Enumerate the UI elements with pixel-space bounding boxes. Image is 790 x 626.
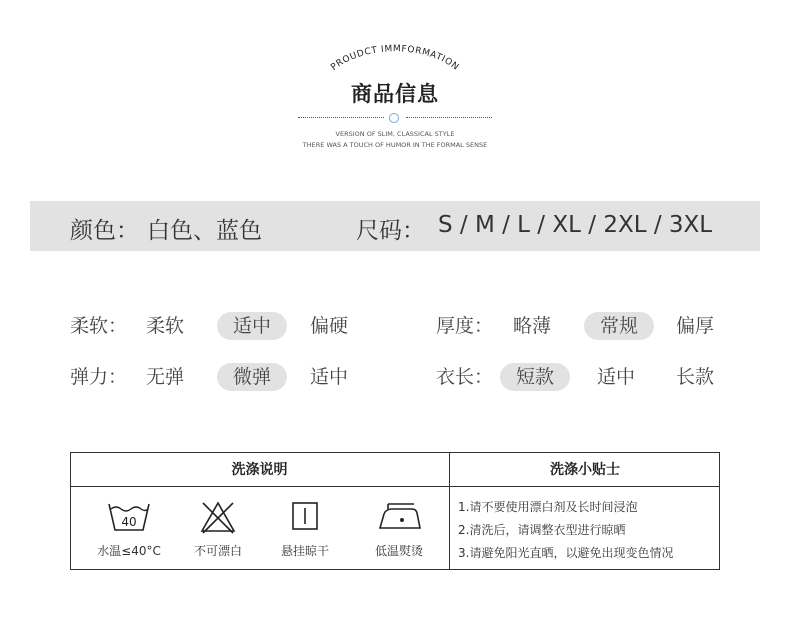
elasticity-option-slight-selected: 微弹 bbox=[217, 363, 287, 391]
length-option-long: 长款 bbox=[676, 366, 715, 388]
icon-label-low-iron: 低温熨烫 bbox=[374, 544, 423, 558]
length-label: 衣长： bbox=[436, 366, 494, 388]
dotted-divider-left bbox=[298, 117, 384, 118]
tagline-2: THERE WAS A TOUCH OF HUMOR IN THE FORMAL SENSE bbox=[302, 141, 488, 149]
thickness-label: 厚度： bbox=[436, 315, 494, 337]
size-label: 尺码： bbox=[356, 218, 425, 244]
color-label: 颜色： bbox=[70, 218, 139, 244]
thickness-option-regular-selected: 常规 bbox=[584, 312, 654, 340]
low-iron-icon bbox=[378, 500, 422, 532]
color-value: 白色、蓝色 bbox=[147, 218, 262, 244]
thickness-option-thick: 偏厚 bbox=[676, 315, 715, 337]
softness-option-medium-selected: 适中 bbox=[217, 312, 287, 340]
elasticity-option-none: 无弹 bbox=[146, 366, 185, 388]
elasticity-label: 弹力： bbox=[70, 366, 128, 388]
thickness-option-thin: 略薄 bbox=[513, 315, 552, 337]
hang-dry-icon bbox=[291, 500, 319, 532]
arc-text: PROUDCT IMMFORMATION bbox=[329, 44, 461, 73]
care-tip-1: 1.请不要使用漂白剂及长时间浸泡 bbox=[458, 500, 638, 514]
icon-label-hang-dry: 悬挂晾干 bbox=[280, 544, 329, 558]
circle-ornament-icon bbox=[389, 113, 399, 123]
tagline-1: VERSION OF SLIM, CLASSICAL STYLE bbox=[335, 130, 455, 138]
care-tip-2: 2.清洗后，请调整衣型进行晾晒 bbox=[458, 523, 626, 537]
care-tips-header: 洗涤小贴士 bbox=[550, 462, 620, 478]
softness-option-hard: 偏硬 bbox=[310, 315, 349, 337]
no-bleach-icon bbox=[199, 500, 237, 534]
dotted-divider-right bbox=[406, 117, 492, 118]
softness-option-soft: 柔软 bbox=[146, 315, 185, 337]
table-divider-horizontal bbox=[70, 486, 720, 487]
wash-temperature-number: 40 bbox=[121, 515, 137, 529]
length-option-medium: 适中 bbox=[597, 366, 636, 388]
svg-text:PROUDCT IMMFORMATION bbox=[329, 44, 460, 73]
icon-label-wash: 水温≤40°C bbox=[97, 544, 161, 558]
elasticity-option-medium: 适中 bbox=[310, 366, 349, 388]
page-title: 商品信息 bbox=[351, 82, 439, 106]
care-instructions-header: 洗涤说明 bbox=[231, 462, 288, 478]
wash-40-icon bbox=[107, 500, 151, 532]
length-option-short-selected: 短款 bbox=[500, 363, 570, 391]
care-tip-3: 3.请避免阳光直晒，以避免出现变色情况 bbox=[458, 546, 674, 560]
softness-label: 柔软： bbox=[70, 315, 128, 337]
size-value: S / M / L / XL / 2XL / 3XL bbox=[438, 212, 713, 238]
icon-label-no-bleach: 不可漂白 bbox=[193, 544, 242, 558]
